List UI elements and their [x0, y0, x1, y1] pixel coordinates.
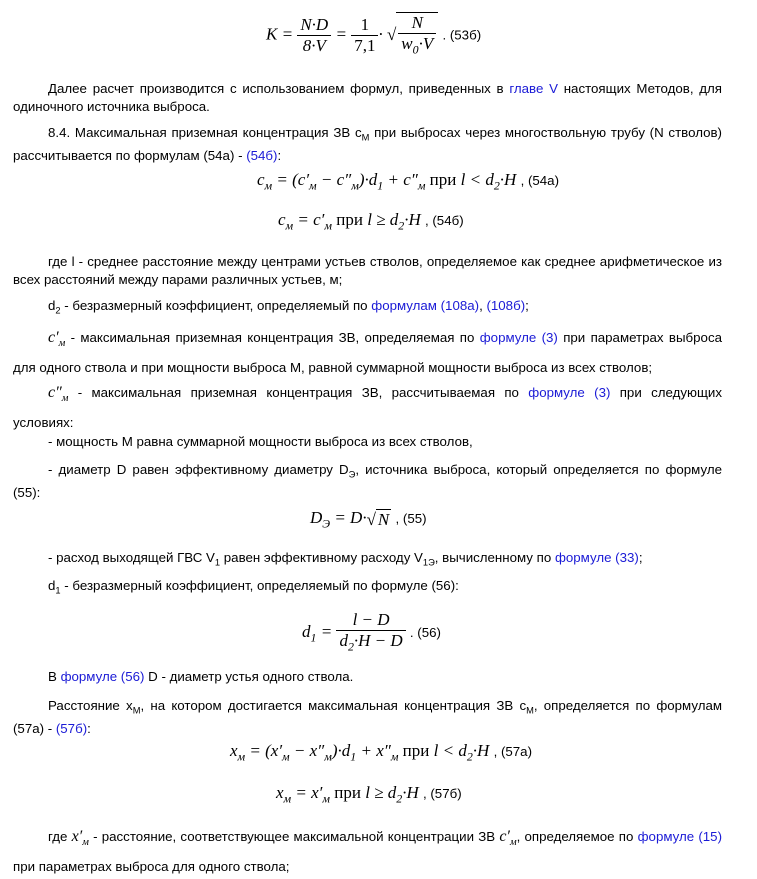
subscript: Э	[348, 469, 356, 480]
text: где l - среднее расстояние между центрами устьев стволов, определяемое как среднее арифметическое из всех расстояний между парами различных устьев, м;	[13, 254, 722, 287]
text: Расстояние x	[48, 698, 133, 713]
link-formula-3[interactable]: формуле (3)	[479, 330, 558, 345]
formula-57a: $x_м = (x'_м - x''_м)\cdot d_1 + x''_м$ при $l < d_2\cdot H$ , (57а)	[230, 741, 532, 764]
subscript: 0	[412, 42, 419, 57]
formula-57b: $x_м = x'_м$ при $l \ge d_2\cdot H$ , (57б)	[276, 783, 462, 806]
fraction	[351, 15, 378, 56]
var: d	[302, 622, 311, 642]
text: при выбросах через многоствольную трубу (N стволов) рассчитывается по формулам (54а) -	[13, 125, 722, 163]
numerator: N·D	[297, 15, 331, 36]
link-formula-56[interactable]: формуле (56)	[60, 669, 145, 684]
link-formula-108a[interactable]: формулам (108а)	[371, 298, 480, 313]
numerator: 1	[351, 15, 378, 36]
text: при параметрах выброса для одного ствола;	[13, 859, 290, 875]
text: В	[48, 669, 61, 684]
text: ,	[479, 298, 487, 313]
text: - максимальная приземная концентрация ЗВ, определяемая по	[65, 330, 480, 345]
formula-54b: $c_м = c'_м$ при $l \ge d_2\cdot H$ , (54б)	[278, 210, 464, 233]
text: - максимальная приземная концентрация ЗВ, рассчитываемая по	[68, 385, 529, 400]
text: ;	[525, 298, 529, 313]
text: где	[48, 829, 72, 844]
text: :	[277, 147, 282, 163]
text: - безразмерный коэффициент, определяемый по формуле (56):	[60, 578, 459, 593]
text: , на котором достигается максимальная концентрация ЗВ с	[140, 698, 527, 713]
paragraph-where-l	[13, 253, 722, 289]
subscript: 1	[214, 557, 221, 568]
link-formula-15[interactable]: формуле (15)	[637, 829, 723, 844]
denominator: 8·V	[302, 36, 326, 56]
subscript: 2	[347, 639, 354, 654]
formula-53b: K = $\frac{N\cdot D}{8\cdot V}$ = $\frac{1}{7,1}$ · √ $\frac{N}{w_0\cdot V}$ . (53б)	[266, 12, 481, 59]
paragraph-further-calc	[13, 80, 722, 116]
subscript: М	[361, 132, 370, 143]
text: , источника выброса, который определяется по формуле (55):	[13, 462, 722, 500]
symbol-c-double-prime: $c''_м$	[48, 384, 69, 405]
formula-lhs: K	[266, 24, 278, 44]
text: Далее расчет производится с использованием формул, приведенных в	[48, 81, 510, 96]
formula-56: $d_1$ = $\frac{l - D}{d_2\cdot H - D}$ . (56)	[302, 610, 441, 656]
paragraph-d2	[13, 297, 722, 320]
formula-54a: $c_м = (c'_м - c''_м)\cdot d_1 + c''_м$ при $l < d_2\cdot H$ , (54а)	[257, 170, 559, 193]
subscript: М	[132, 705, 141, 716]
numerator: l − D	[336, 610, 405, 631]
text: d	[48, 578, 56, 593]
paragraph-in-formula-56	[13, 668, 722, 686]
subscript: 1	[310, 630, 317, 645]
text: при параметрах выброса для одного ствола и при мощности выброса М, равной суммарной мощности выброса из всех стволов;	[13, 330, 722, 376]
formula-label: . (53б)	[442, 27, 482, 43]
var: D	[310, 508, 323, 527]
denominator: 7,1	[354, 36, 376, 56]
fraction	[336, 610, 405, 656]
symbol-c-prime: $c'_м$	[48, 329, 66, 350]
link-formula-3[interactable]: формуле (3)	[528, 385, 611, 400]
subscript: 1Э	[422, 557, 435, 568]
text: - расстояние, соответствующее максимальной концентрации ЗВ	[88, 829, 500, 844]
text: , определяемое по	[516, 829, 638, 844]
subscript: 2	[55, 305, 61, 316]
link-formula-54b[interactable]: (54б)	[246, 147, 278, 163]
var: ·H − D	[353, 631, 403, 650]
paragraph-flow-rate	[13, 549, 722, 572]
text: ;	[638, 550, 643, 565]
text: настоящих Методов, для одиночного источника выброса.	[13, 81, 722, 114]
text: d	[48, 298, 56, 313]
paragraph-distance-xm	[13, 697, 722, 738]
paragraph-where-xm-prime	[13, 825, 722, 879]
link-formula-33[interactable]: формуле (33)	[554, 550, 639, 565]
text: D - диаметр устья одного ствола.	[144, 669, 354, 684]
text: :	[87, 720, 91, 736]
paragraph-power-m	[13, 433, 722, 451]
var: w	[401, 34, 413, 53]
paragraph-c-prime	[13, 326, 722, 380]
radicand: N	[377, 509, 390, 529]
text: при следующих условиях:	[13, 385, 722, 431]
link-formula-57b[interactable]: (57б)	[55, 720, 88, 736]
fraction	[297, 15, 331, 56]
formula-label: , (55)	[395, 511, 427, 526]
paragraph-c-double-prime	[13, 381, 722, 435]
text: - безразмерный коэффициент, определяемый по	[60, 298, 372, 313]
symbol-x-prime: $x'_м$	[71, 828, 89, 849]
var: d	[339, 631, 348, 650]
formula-label: , (57б)	[422, 786, 462, 801]
formula-label: , (54а)	[520, 173, 559, 188]
formula-label: , (57а)	[493, 744, 532, 759]
square-root: √ $\frac{N}{w_0\cdot V}$	[387, 12, 438, 59]
paragraph-d1	[13, 577, 722, 600]
text: , вычисленному по	[434, 550, 555, 565]
subscript: 1	[55, 585, 61, 596]
formula-label: , (54б)	[424, 213, 464, 228]
text: - диаметр D равен эффективному диаметру D	[48, 462, 349, 477]
link-chapter-5[interactable]: главе V	[509, 81, 558, 96]
numerator: N	[398, 13, 436, 34]
var: ·V	[418, 34, 434, 53]
paragraph-diameter	[13, 461, 722, 502]
formula-55: $D_Э = D\cdot√$ N , (55)	[310, 508, 427, 531]
text: - расход выходящей ГВС V	[48, 550, 215, 565]
paragraph-8-4	[13, 124, 722, 165]
formula-label: . (56)	[409, 625, 441, 641]
subscript: М	[526, 705, 534, 716]
symbol-c-prime: $c'_м$	[499, 828, 517, 849]
text: равен эффективному расходу V	[220, 550, 423, 565]
text: 8.4. Максимальная приземная концентрация ЗВ с	[48, 125, 362, 140]
subscript: Э	[322, 516, 331, 531]
text: , определяется по формулам (57а) -	[13, 698, 722, 736]
var: = D·	[334, 508, 367, 527]
text: - мощность М равна суммарной мощности выброса из всех стволов,	[48, 434, 473, 449]
link-formula-108b[interactable]: (108б)	[486, 298, 526, 313]
